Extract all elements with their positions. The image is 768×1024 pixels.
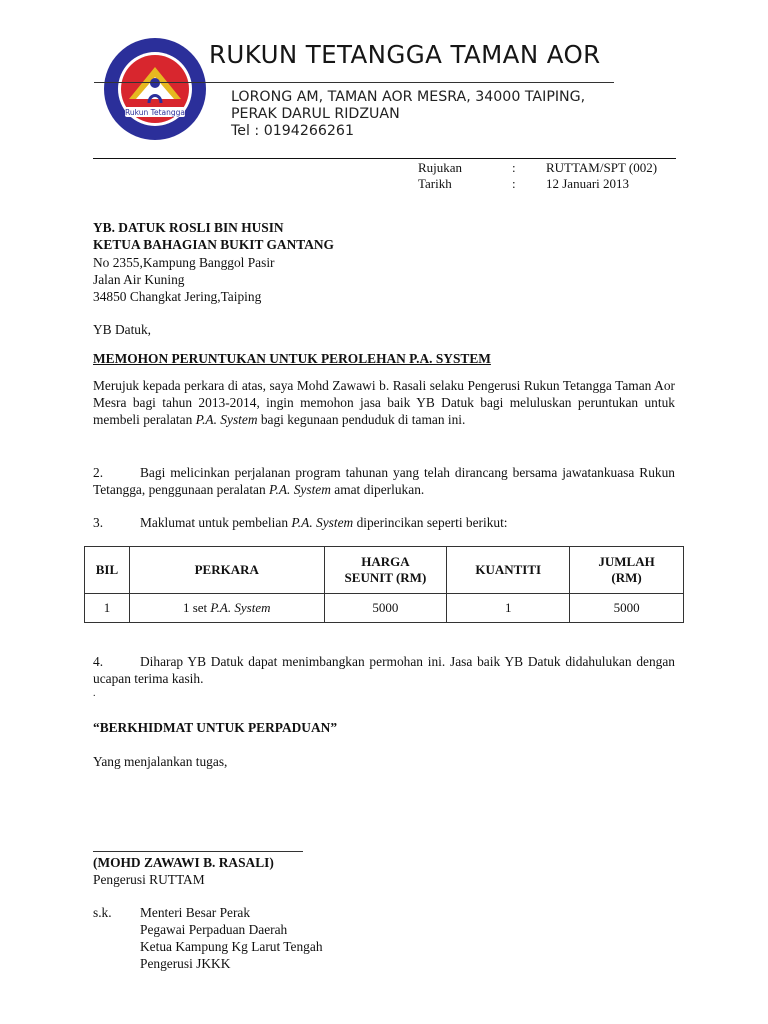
paragraph-4: 4. Diharap YB Datuk dapat menimbangkan permohan ini. Jasa baik YB Datuk didahulukan dengan ucapan terima kasih.	[93, 654, 675, 686]
header-kuantiti: KUANTITI	[447, 547, 570, 594]
address-line-2: PERAK DARUL RIDZUAN	[231, 106, 400, 122]
stray-dot: .	[93, 688, 96, 699]
cc-item: Pengerusi JKKK	[140, 956, 231, 971]
salutation: YB Datuk,	[93, 322, 152, 337]
ref-label: Rujukan	[418, 160, 463, 175]
date-label: Tarikh	[418, 176, 452, 191]
recipient-title: KETUA BAHAGIAN BUKIT GANTANG	[93, 237, 334, 252]
header-harga: HARGA SEUNIT (RM)	[324, 547, 447, 594]
cc-label: s.k.	[93, 905, 112, 920]
items-table	[84, 546, 684, 623]
date-row	[418, 176, 678, 192]
org-name: RUKUN TETANGGA TAMAN AOR	[209, 40, 601, 69]
recipient-address-3: 34850 Changkat Jering,Taiping	[93, 289, 262, 304]
paragraph-3: 3. Maklumat untuk pembelian P.A. System diperincikan seperti berikut:	[93, 515, 508, 530]
signer-title: Pengerusi RUTTAM	[93, 872, 205, 887]
cc-item: Menteri Besar Perak	[140, 905, 251, 920]
motto: “BERKHIDMAT UNTUK PERPADUAN”	[93, 720, 338, 735]
header-jumlah: JUMLAH (RM)	[570, 547, 684, 594]
cell-kuantiti: 1	[447, 594, 570, 623]
cc-item: Pegawai Perpaduan Daerah	[140, 922, 288, 937]
ref-colon: :	[512, 160, 516, 175]
phone-line: Tel : 0194266261	[231, 123, 354, 139]
header-perkara: PERKARA	[129, 547, 324, 594]
ref-value: RUTTAM/SPT (002)	[546, 160, 658, 175]
cell-jumlah: 5000	[570, 594, 684, 623]
date-value: 12 Januari 2013	[546, 176, 630, 191]
recipient-address-1: No 2355,Kampung Banggol Pasir	[93, 255, 275, 270]
cc-item: Ketua Kampung Kg Larut Tengah	[140, 939, 323, 954]
header-bil: BIL	[85, 547, 130, 594]
paragraph-3-number: 3.	[93, 515, 104, 530]
letterhead-divider	[94, 82, 614, 83]
recipient-name: YB. DATUK ROSLI BIN HUSIN	[93, 220, 284, 235]
cell-harga: 5000	[324, 594, 447, 623]
table-row	[85, 594, 684, 623]
paragraph-2-number: 2.	[93, 465, 104, 480]
signature-line	[93, 851, 303, 852]
table-header-row	[85, 547, 684, 594]
cell-perkara: 1 set P.A. System	[129, 594, 324, 623]
paragraph-2: 2. Bagi melicinkan perjalanan program tahunan yang telah dirancang bersama jawatankuasa Rukun Tetangga, penggunaan peralatan P.A. System amat diperlukan.	[93, 465, 675, 497]
address-line-1: LORONG AM, TAMAN AOR MESRA, 34000 TAIPING,	[231, 89, 586, 105]
signer-name: (MOHD ZAWAWI B. RASALI)	[93, 855, 274, 870]
rukun-tetangga-logo	[103, 37, 207, 141]
header-divider	[93, 158, 676, 159]
paragraph-4-number: 4.	[93, 654, 104, 669]
subject-line: MEMOHON PERUNTUKAN UNTUK PEROLEHAN P.A. SYSTEM	[93, 351, 491, 366]
recipient-address-2: Jalan Air Kuning	[93, 272, 185, 287]
logo-text: Rukun Tetangga	[125, 108, 185, 117]
cell-bil: 1	[85, 594, 130, 623]
reference-row	[418, 160, 678, 176]
closing-phrase: Yang menjalankan tugas,	[93, 754, 228, 769]
date-colon: :	[512, 176, 516, 191]
paragraph-1: Merujuk kepada perkara di atas, saya Mohd Zawawi b. Rasali selaku Pengerusi Rukun Tetangga Taman Aor Mesra bagi tahun 2013-2014, ingin memohon jasa baik YB Datuk bagi meluluskan peruntukan untuk membeli peralatan P.A. System bagi kegunaan penduduk di taman ini.	[93, 378, 675, 427]
